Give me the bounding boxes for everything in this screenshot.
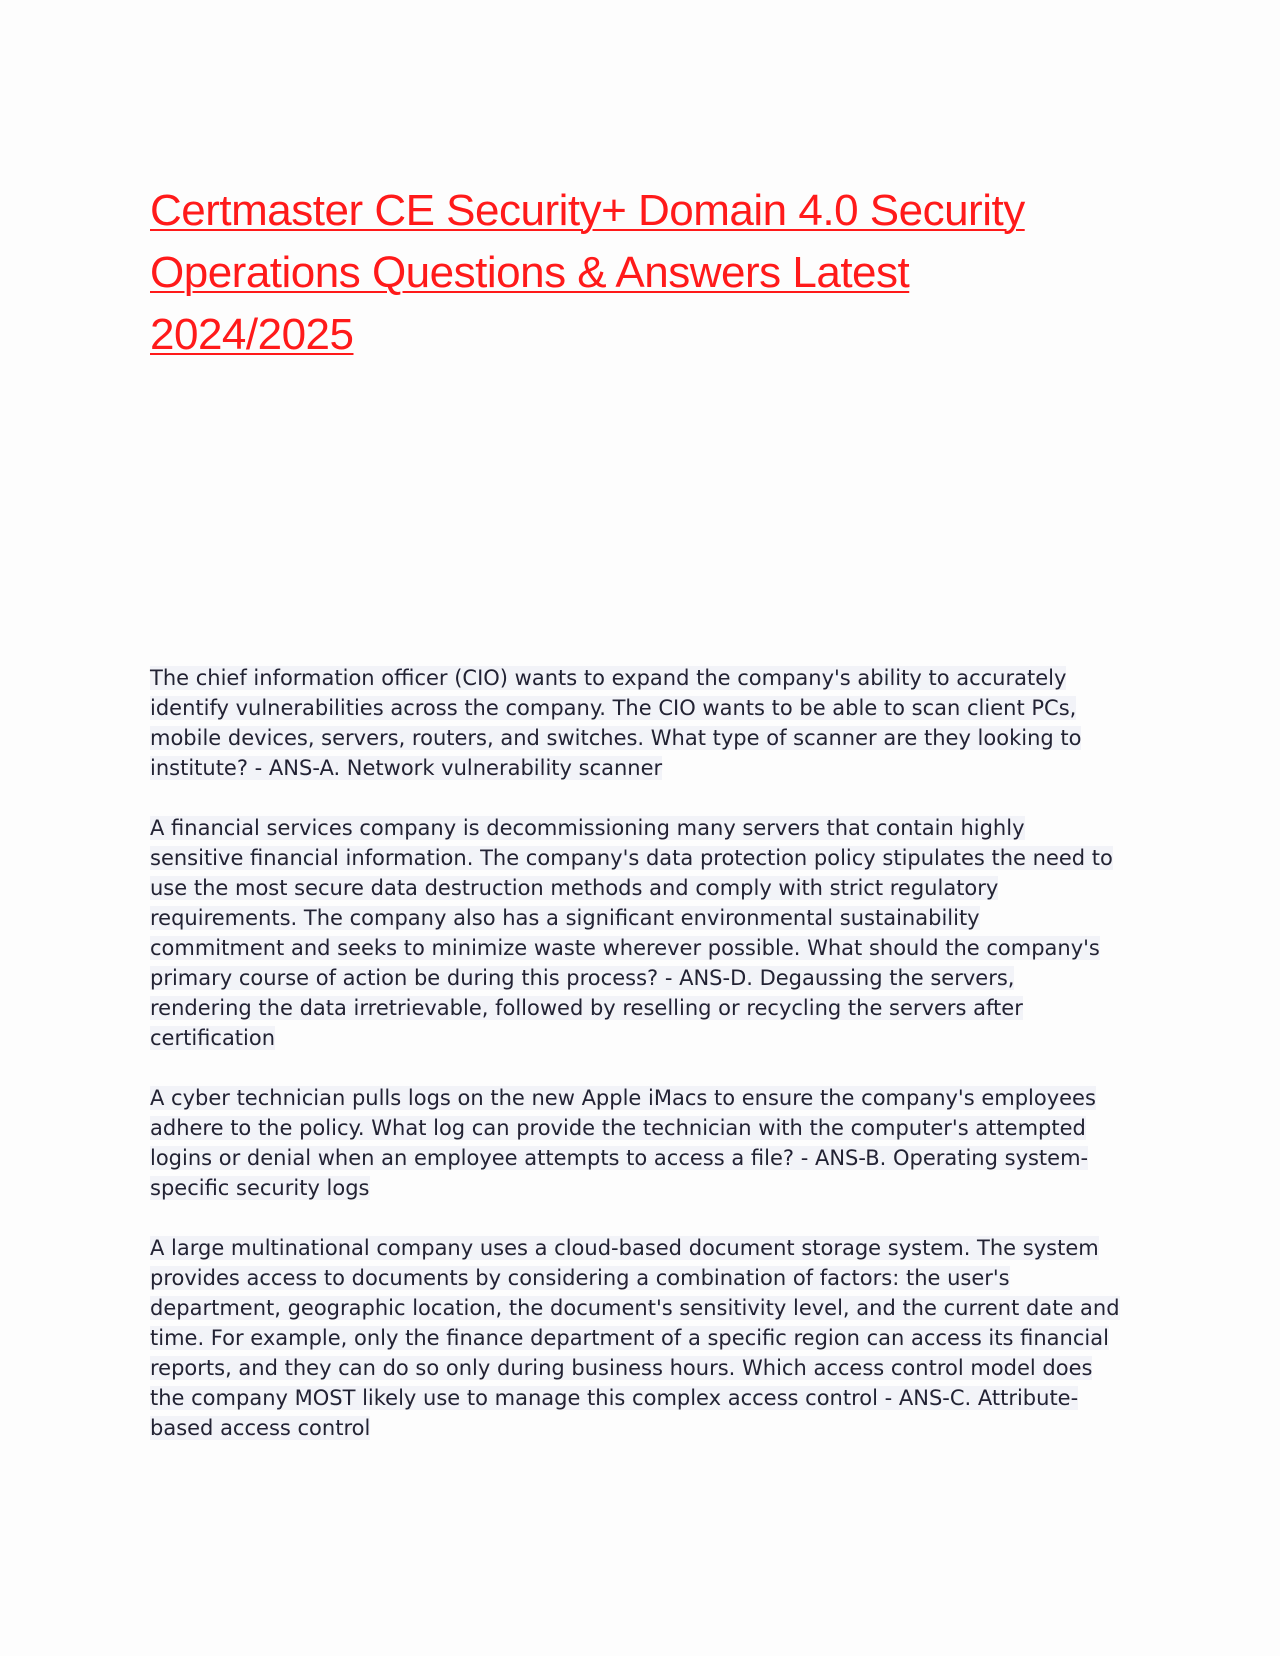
qa-list	[150, 663, 1120, 1473]
qa-item	[150, 813, 1120, 1053]
document-title: Certmaster CE Security+ Domain 4.0 Security Operations Questions & Answers Latest 2024/2025	[150, 186, 1025, 359]
qa-text: A large multinational company uses a cloud-based document storage system. The system provides access to documents by considering a combination of factors: the user's department, geographic location, the document's sensitivity level, and the current date and time. For example, only the finance department of a specific region can access its financial reports, and they can do so only during business hours. Which access control model does the company MOST likely use to manage this complex access control - ANS-C. Attribute-based access control	[150, 1236, 1120, 1440]
qa-text: A cyber technician pulls logs on the new Apple iMacs to ensure the company's employees adhere to the policy. What log can provide the technician with the computer's attempted logins or denial when an employee attempts to access a file? - ANS-B. Operating system-specific security logs	[150, 1086, 1096, 1200]
qa-item	[150, 1233, 1120, 1443]
qa-item	[150, 663, 1120, 783]
qa-text: A financial services company is decommissioning many servers that contain highly sensitive financial information. The company's data protection policy stipulates the need to use the most secure data destruction methods and comply with strict regulatory requirements. The company also has a significant environmental sustainability commitment and seeks to minimize waste wherever possible. What should the company's primary course of action be during this process? - ANS-D. Degaussing the servers, rendering the data irretrievable, followed by reselling or recycling the servers after certification	[150, 816, 1113, 1050]
qa-item	[150, 1083, 1120, 1203]
qa-text: The chief information officer (CIO) wants to expand the company's ability to accurately identify vulnerabilities across the company. The CIO wants to be able to scan client PCs, mobile devices, servers, routers, and switches. What type of scanner are they looking to institute? - ANS-A. Network vulnerability scanner	[150, 666, 1082, 780]
